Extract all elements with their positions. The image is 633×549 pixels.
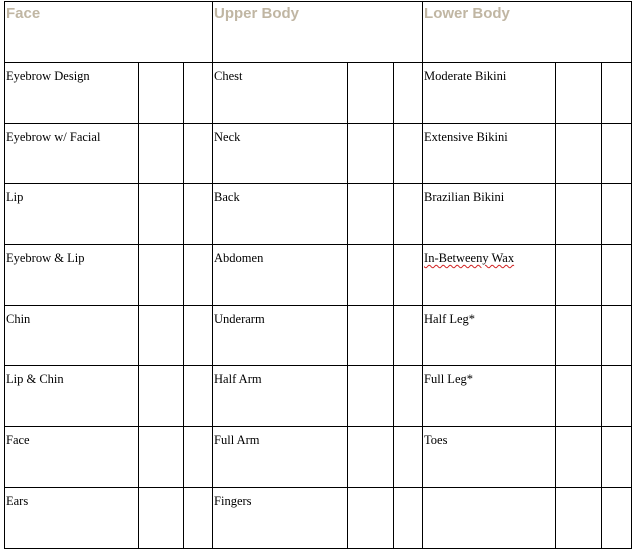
waxing-services-table <box>4 1 632 549</box>
table-row <box>5 245 632 306</box>
lower-body-service-cell <box>423 487 556 548</box>
lower-body-service-cell <box>423 184 556 245</box>
upper-body-blank-cell <box>394 63 423 124</box>
table-row <box>5 63 632 124</box>
lower-body-blank-cell <box>556 305 602 366</box>
face-blank-cell <box>184 245 213 306</box>
lower-body-service-cell <box>423 123 556 184</box>
upper-body-service-cell <box>213 123 348 184</box>
upper-body-service-cell <box>213 63 348 124</box>
lower-body-service-label: Half Leg* <box>424 311 476 326</box>
header-lower-body: Lower Body <box>424 5 510 22</box>
face-blank-cell <box>139 63 184 124</box>
face-service-cell <box>5 487 139 548</box>
upper-body-blank-cell <box>348 427 394 488</box>
upper-body-service-label: Full Arm <box>214 433 260 448</box>
face-blank-cell <box>184 487 213 548</box>
upper-body-blank-cell <box>348 487 394 548</box>
face-service-label: Lip <box>6 190 24 205</box>
face-blank-cell <box>139 245 184 306</box>
face-service-cell <box>5 245 139 306</box>
lower-body-service-label: Toes <box>424 433 448 448</box>
face-service-cell <box>5 305 139 366</box>
face-service-label: Face <box>6 433 30 448</box>
lower-body-blank-cell <box>556 427 602 488</box>
upper-body-service-cell <box>213 427 348 488</box>
face-service-label: Ears <box>6 493 29 508</box>
lower-body-blank-cell <box>602 63 632 124</box>
lower-body-service-cell <box>423 427 556 488</box>
header-row <box>5 2 632 63</box>
lower-body-service-cell <box>423 305 556 366</box>
table-body <box>5 2 632 549</box>
face-service-label: Eyebrow Design <box>6 69 90 83</box>
lower-body-blank-cell <box>602 487 632 548</box>
face-blank-cell <box>139 305 184 366</box>
lower-body-blank-cell <box>602 366 632 427</box>
lower-body-service-label: Moderate Bikini <box>424 69 507 83</box>
upper-body-service-label: Neck <box>214 129 241 144</box>
table-row <box>5 305 632 366</box>
face-service-cell <box>5 123 139 184</box>
header-upper-body: Upper Body <box>214 5 300 22</box>
face-service-label: Lip & Chin <box>6 372 64 387</box>
face-blank-cell <box>184 366 213 427</box>
upper-body-service-cell <box>213 487 348 548</box>
face-service-cell <box>5 427 139 488</box>
lower-body-service-cell <box>423 63 556 124</box>
upper-body-blank-cell <box>394 245 423 306</box>
header-cell-face <box>5 2 213 63</box>
lower-body-service-label <box>423 488 555 494</box>
upper-body-blank-cell <box>394 366 423 427</box>
header-cell-upper-body <box>213 2 423 63</box>
lower-body-blank-cell <box>556 63 602 124</box>
table-row <box>5 184 632 245</box>
face-blank-cell <box>184 305 213 366</box>
face-blank-cell <box>184 184 213 245</box>
upper-body-blank-cell <box>394 123 423 184</box>
lower-body-service-cell <box>423 245 556 306</box>
upper-body-service-label: Back <box>214 190 240 205</box>
face-service-label: Eyebrow & Lip <box>6 251 85 266</box>
face-blank-cell <box>139 366 184 427</box>
table-row <box>5 487 632 548</box>
upper-body-blank-cell <box>348 63 394 124</box>
face-service-label: Eyebrow w/ Facial <box>6 129 101 144</box>
upper-body-blank-cell <box>348 184 394 245</box>
face-blank-cell <box>139 184 184 245</box>
lower-body-blank-cell <box>556 123 602 184</box>
face-service-cell <box>5 63 139 124</box>
upper-body-blank-cell <box>394 427 423 488</box>
lower-body-blank-cell <box>556 184 602 245</box>
face-service-cell <box>5 366 139 427</box>
lower-body-blank-cell <box>556 487 602 548</box>
upper-body-blank-cell <box>394 184 423 245</box>
upper-body-service-cell <box>213 245 348 306</box>
header-cell-lower-body <box>423 2 632 63</box>
face-blank-cell <box>139 427 184 488</box>
face-blank-cell <box>184 123 213 184</box>
upper-body-service-label: Fingers <box>214 493 252 508</box>
upper-body-service-label: Abdomen <box>214 251 264 266</box>
upper-body-service-label: Half Arm <box>214 372 262 387</box>
lower-body-blank-cell <box>602 184 632 245</box>
lower-body-blank-cell <box>556 245 602 306</box>
lower-body-service-label: Full Leg* <box>424 372 473 387</box>
upper-body-service-cell <box>213 184 348 245</box>
upper-body-blank-cell <box>348 245 394 306</box>
lower-body-blank-cell <box>602 427 632 488</box>
upper-body-service-label: Underarm <box>214 311 265 326</box>
lower-body-blank-cell <box>556 366 602 427</box>
lower-body-service-label: Extensive Bikini <box>424 129 508 144</box>
lower-body-blank-cell <box>602 245 632 306</box>
lower-body-service-label: In-Betweeny Wax <box>424 251 515 266</box>
face-blank-cell <box>139 487 184 548</box>
face-service-label: Chin <box>6 311 31 326</box>
upper-body-service-cell <box>213 305 348 366</box>
face-service-cell <box>5 184 139 245</box>
lower-body-service-label: Brazilian Bikini <box>424 190 505 205</box>
upper-body-service-label: Chest <box>214 69 243 83</box>
table-row <box>5 427 632 488</box>
face-blank-cell <box>184 63 213 124</box>
upper-body-blank-cell <box>348 305 394 366</box>
face-blank-cell <box>139 123 184 184</box>
upper-body-blank-cell <box>348 366 394 427</box>
header-face: Face <box>6 5 41 22</box>
upper-body-blank-cell <box>394 487 423 548</box>
upper-body-blank-cell <box>394 305 423 366</box>
lower-body-service-cell <box>423 366 556 427</box>
lower-body-blank-cell <box>602 305 632 366</box>
face-blank-cell <box>184 427 213 488</box>
upper-body-service-cell <box>213 366 348 427</box>
table-row <box>5 123 632 184</box>
upper-body-blank-cell <box>348 123 394 184</box>
table-row <box>5 366 632 427</box>
lower-body-blank-cell <box>602 123 632 184</box>
